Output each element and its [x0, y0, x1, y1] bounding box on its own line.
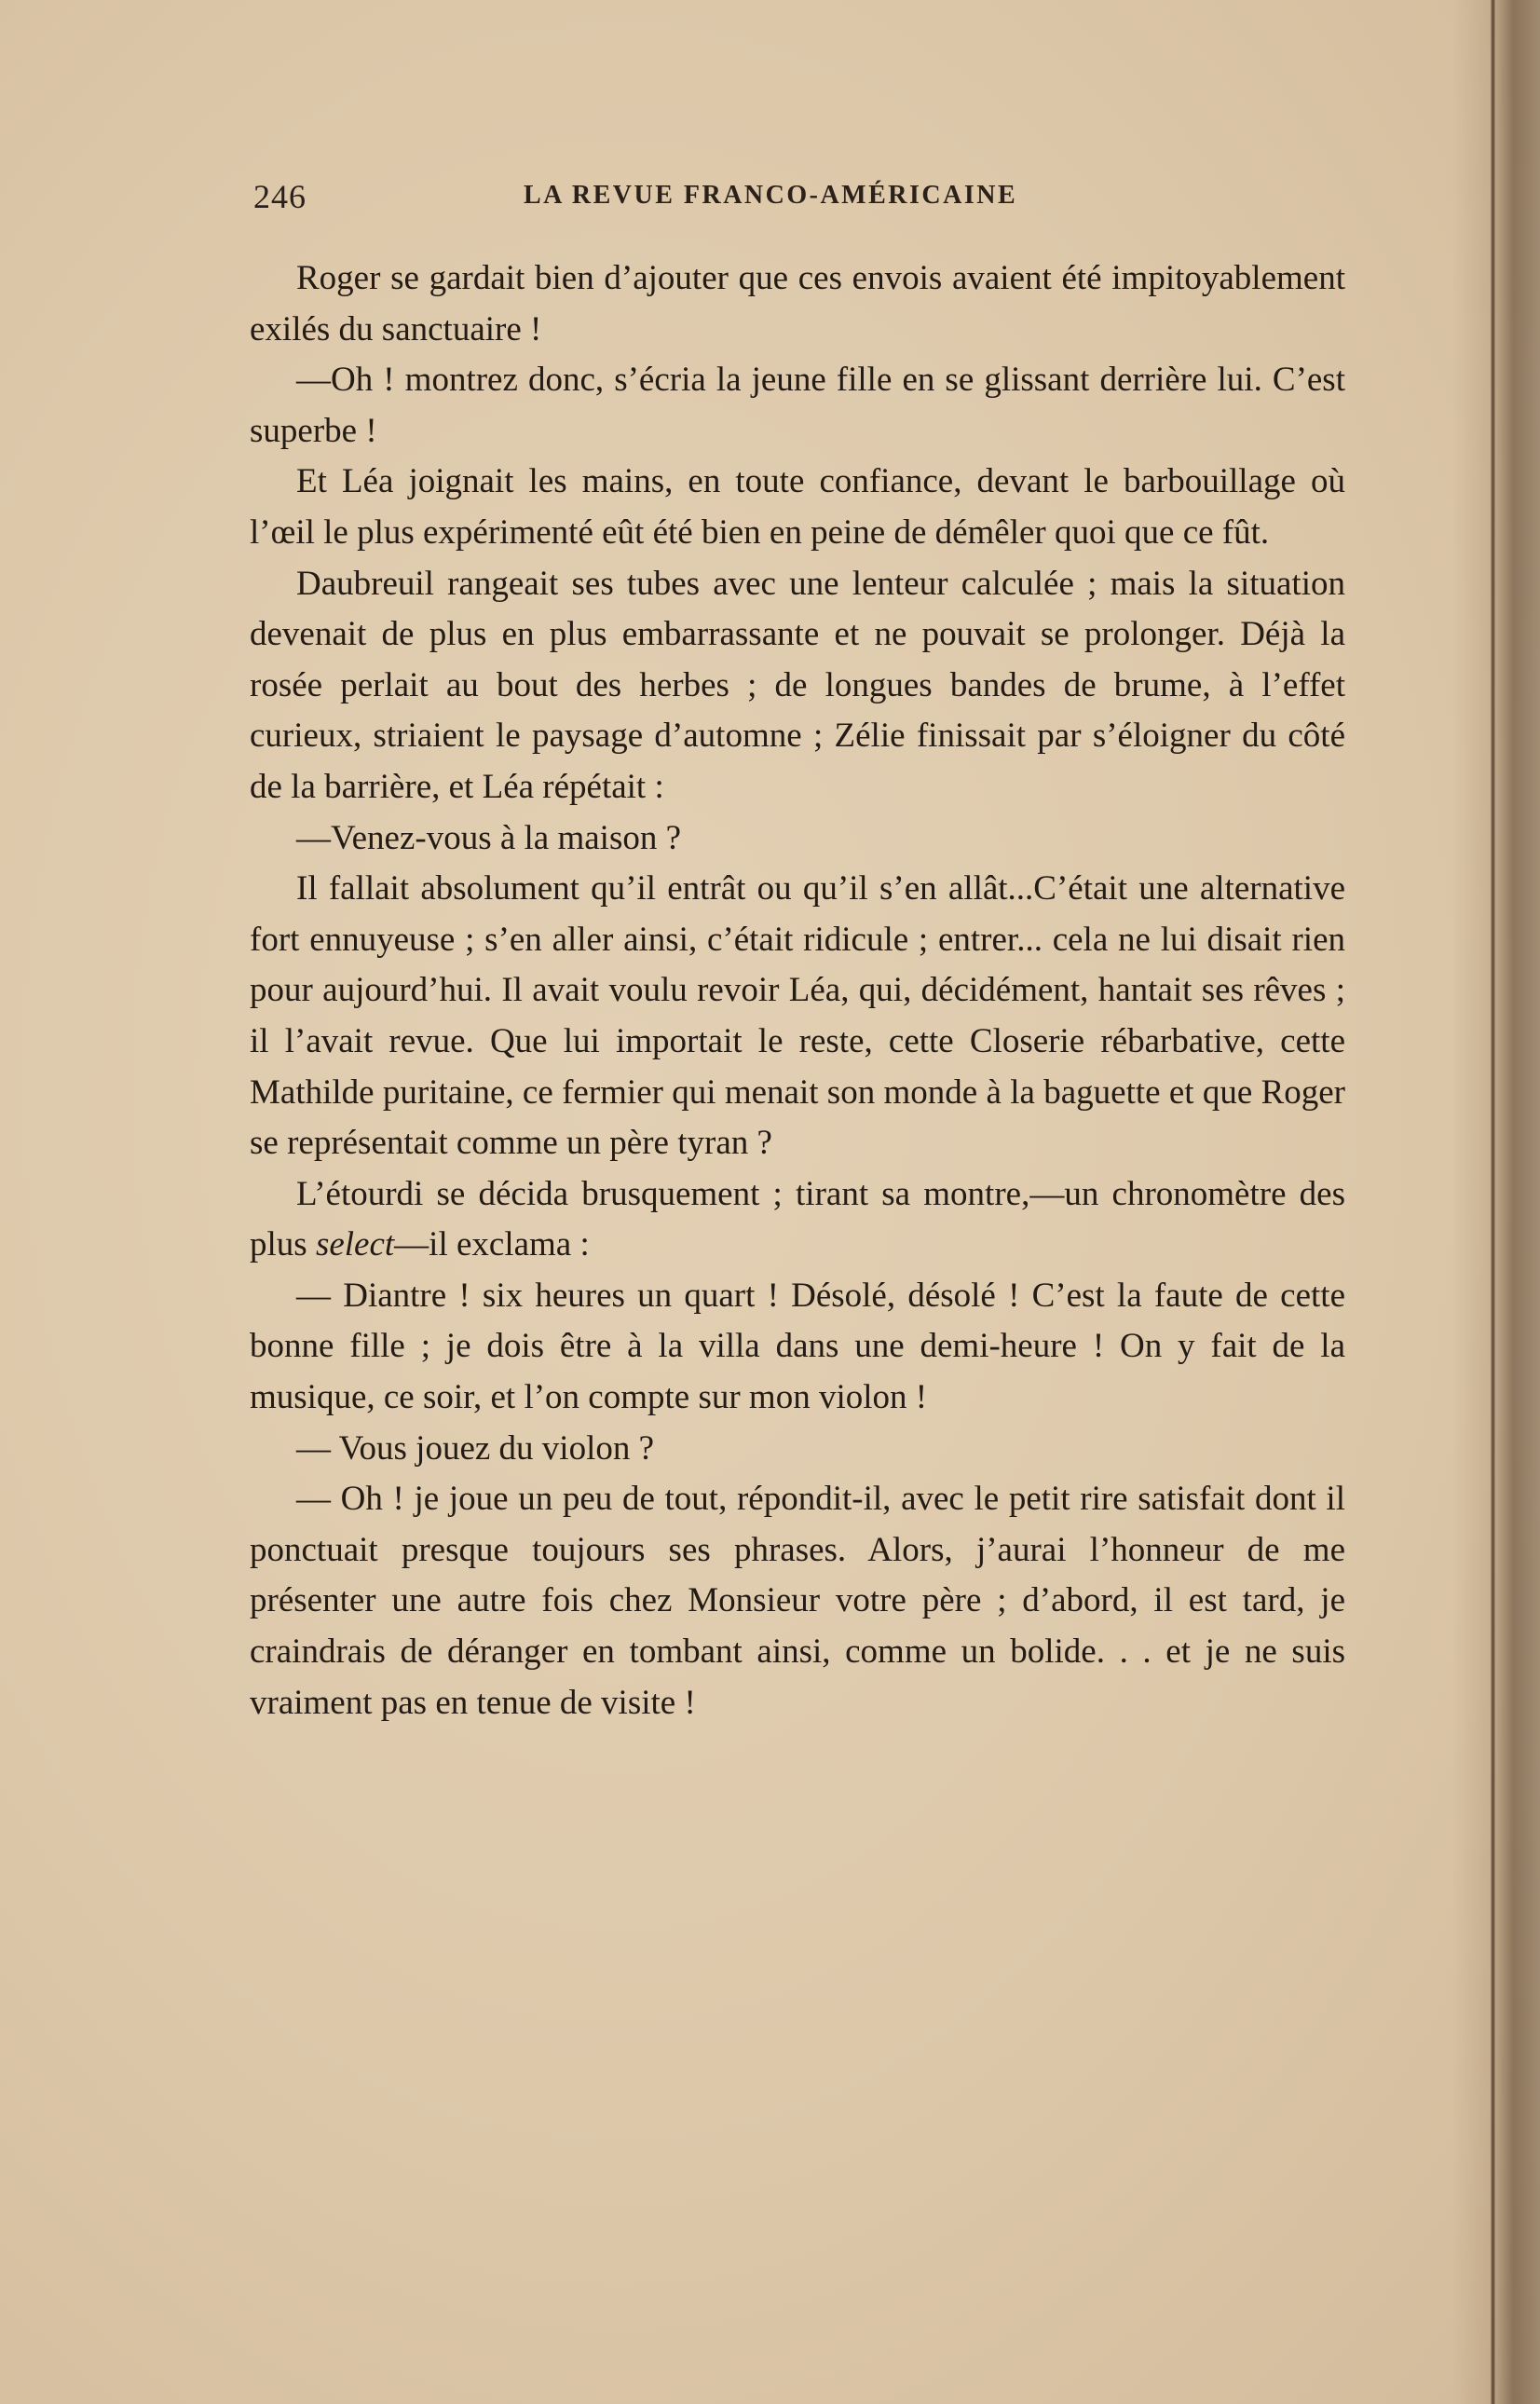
paragraph-10: — Oh ! je joue un peu de tout, répondit-il, avec le petit rire satisfait dont il ponctuait presque toujours ses phrases. Alors, j’aurai l’honneur de me présenter une autre fois chez Monsieur votre père ; d’abord, il est tard, je craindrais de déranger en tombant ainsi, comme un bolide. . . et je ne suis vraiment pas en tenue de visite !	[250, 1480, 1345, 1722]
page-number: 246	[253, 178, 307, 215]
paragraph-7-after: —il exclama :	[394, 1225, 590, 1264]
paragraph-7-before: L’étourdi se décida brusquement ; tirant sa montre,—un chronomètre des plus	[250, 1174, 1345, 1264]
paragraph-7	[250, 1169, 1345, 1271]
paragraph-5: —Venez-vous à la maison ?	[296, 818, 682, 857]
gutter-shadow	[1451, 0, 1540, 2404]
paragraph-6: Il fallait absolument qu’il entrât ou qu’il s’en allât...C’était une alternative fort ennuyeuse ; s’en aller ainsi, c’était ridicule ; entrer... cela ne lui disait rien pour aujourd’hui. Il avait voulu revoir Léa, qui, décidément, hantait ses rêves ; il l’avait revue. Que lui importait le reste, cette Closerie rébarbative, cette Mathilde puritaine, ce fermier qui menait son monde à la baguette et que Roger se représentait comme un père tyran ?	[250, 869, 1345, 1163]
body-text	[250, 253, 1345, 1728]
paragraph-3: Et Léa joignait les mains, en toute confiance, devant le barbouillage où l’œil le plus expérimenté eût été bien en peine de démêler quoi que ce fût.	[250, 462, 1345, 552]
paragraph-9: — Vous jouez du violon ?	[296, 1428, 655, 1468]
gutter-line	[1491, 0, 1495, 2404]
running-header	[253, 177, 1346, 222]
paragraph-1: Roger se gardait bien d’ajouter que ces envois avaient été impitoyablement exilés du sanctuaire !	[250, 259, 1345, 348]
paragraph-7-italic: select	[315, 1225, 395, 1264]
running-title: LA REVUE FRANCO-AMÉRICAINE	[524, 181, 1018, 210]
paragraph-8: — Diantre ! six heures un quart ! Désolé, désolé ! C’est la faute de cette bonne fille ; je dois être à la villa dans une demi-heure ! On y fait de la musique, ce soir, et l’on compte sur mon violon !	[250, 1276, 1345, 1417]
paragraph-4: Daubreuil rangeait ses tubes avec une lenteur calculée ; mais la situation devenait de plus en plus embarrassante et ne pouvait se prolonger. Déjà la rosée perlait au bout des herbes ; de longues bandes de brume, à l’effet curieux, striaient le paysage d’automne ; Zélie finissait par s’éloigner du côté de la barrière, et Léa répétait :	[250, 564, 1345, 806]
paragraph-2: —Oh ! montrez donc, s’écria la jeune fille en se glissant derrière lui. C’est superbe !	[250, 361, 1345, 450]
